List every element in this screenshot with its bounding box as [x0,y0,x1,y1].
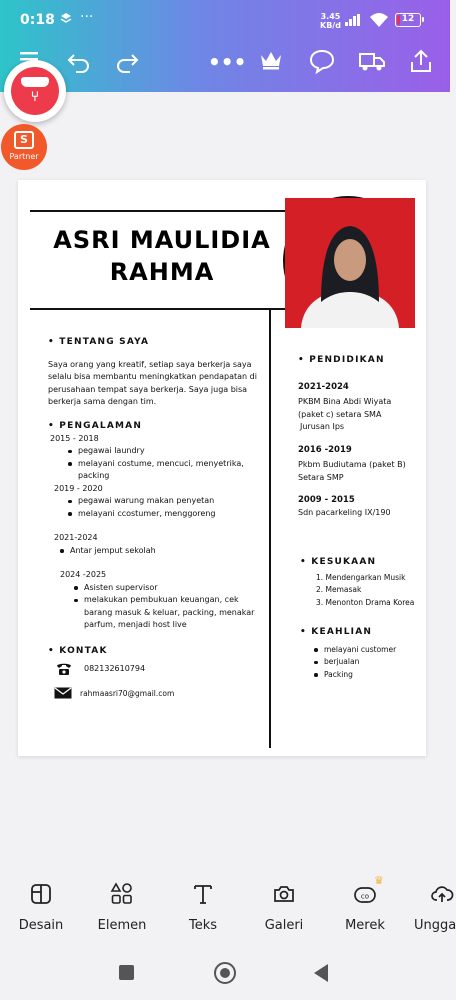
column-divider [269,308,271,748]
education-period: 2021-2024 [298,381,349,392]
experience-section [48,420,263,632]
experience-period: 2021-2024 [54,533,98,542]
cv-name-line2: RAHMA [109,258,215,286]
wifi-icon [369,12,389,32]
skills-heading: • KEAHLIAN [300,627,373,637]
contact-phone: 082132610794 [84,664,146,673]
header-top-divider [30,210,290,212]
tool-label: Desain [18,918,64,933]
shopee-partner-fab[interactable] [1,124,47,170]
text-icon [191,882,215,906]
experience-item: melayani costume, mencuci, menyetrika, packing [66,458,263,483]
home-button[interactable] [214,962,236,984]
tool-merek[interactable] [330,868,400,933]
tool-desain[interactable] [6,868,76,933]
tool-unggah[interactable] [406,868,456,933]
tool-label: Elemen [97,918,147,933]
undo-icon[interactable] [66,48,92,82]
experience-item: pegawai warung makan penyetan [66,495,263,508]
battery-level: 12 [401,14,415,24]
signal-icon [345,14,361,26]
truck-icon[interactable] [358,48,386,82]
network-speed-value: 3.45 [320,12,341,21]
tool-label: Galeri [264,918,304,933]
phone-icon [56,662,72,681]
cv-name [32,224,292,288]
skills-section [300,626,425,681]
system-nav-bar [0,948,450,1000]
elements-icon [110,882,134,906]
shopee-food-fab[interactable] [4,60,66,122]
recents-button[interactable] [119,965,134,980]
experience-item: melakukan pembukuan keuangan, cek barang masuk & keluar, packing, menakar parfum, menjadi host live [72,594,263,632]
contact-section [48,645,258,658]
battery-fill [397,15,400,25]
education-period: 2009 - 2015 [298,495,355,505]
layout-icon [29,882,53,906]
shopee-icon: S [14,131,34,149]
layers-status-icon [60,12,72,27]
experience-item: pegawai laundry [66,445,263,458]
education-line: Setara SMP [298,472,344,482]
camera-icon [272,882,296,906]
tool-elemen[interactable] [87,868,157,933]
about-heading: • TENTANG SAYA [48,337,150,347]
redo-icon[interactable] [114,48,140,82]
crown-icon[interactable] [258,48,284,80]
education-heading: • PENDIDIKAN [298,355,385,365]
hobby-item: 2. Memasak [316,585,362,594]
tool-label: Ungga [414,918,456,933]
skill-item: melayani customer [312,644,425,657]
about-text: Saya orang yang kreatif, setiap saya berkerja saya selalu bisa membantu meningkatkan pendapatan di perusahaan tempat saya berkerja. Saya juga bisa berkerja sama dengan tim. [48,359,257,406]
more-options-button[interactable]: ••• [208,50,247,74]
education-line: PKBM Bina Abdi Wiyata [298,397,392,406]
experience-period: 2019 - 2020 [54,483,103,493]
education-line: Pkbm Budiutama (paket B) [298,460,406,469]
shop-icon: ⑂ [11,67,59,115]
upload-icon [430,882,454,906]
status-bar [0,0,450,40]
back-button[interactable] [314,964,328,982]
education-line: (paket c) setara SMA [298,409,382,419]
tool-label: Teks [188,918,218,933]
contact-email: rahmaasri70@gmail.com [80,689,175,698]
email-icon [54,687,72,704]
contact-heading: • KONTAK [48,646,108,656]
skill-item: Packing [312,669,425,682]
tool-galeri[interactable] [249,868,319,933]
tool-teks[interactable] [168,868,238,933]
skill-item: berjualan [312,656,425,669]
share-icon[interactable] [408,48,434,82]
education-section [298,354,423,519]
education-period: 2016 -2019 [298,444,352,455]
education-line: Sdn pacarkeling IX/190 [298,507,391,517]
hobby-item: 1. Mendengarkan Musik [316,572,406,582]
status-time: 0:18 [20,12,55,28]
pro-crown-icon: ♛ [374,874,384,887]
battery-icon [395,13,421,27]
experience-period: 2015 - 2018 [50,433,99,443]
comment-icon[interactable] [309,48,335,82]
editor-tool-bar [0,868,456,948]
svg-text:co: co [360,892,370,901]
experience-item: Antar jemput sekolah [58,545,263,558]
experience-heading: • PENGALAMAN [48,421,143,431]
about-section [48,336,258,409]
partner-label: Partner [9,152,39,161]
experience-period: 2024 -2025 [60,570,107,579]
experience-item: melayani ccostumer, menggoreng [66,508,263,521]
hobbies-heading: • KESUKAAN [300,557,377,567]
network-speed [320,12,341,30]
cv-name-line1: ASRI MAULIDIA [53,226,271,254]
network-speed-unit: KB/d [320,21,341,30]
profile-photo [283,196,413,326]
tool-label: Merek [345,918,385,933]
header-bottom-divider [30,308,290,310]
experience-item: Asisten supervisor [72,582,263,595]
design-page[interactable] [18,180,426,756]
top-bar [0,0,450,92]
education-line: Jurusan Ips [300,422,345,431]
hobby-item: 3. Menonton Drama Korea [316,597,415,607]
more-notifications-icon: ··· [80,9,94,25]
hobbies-section [300,556,425,609]
